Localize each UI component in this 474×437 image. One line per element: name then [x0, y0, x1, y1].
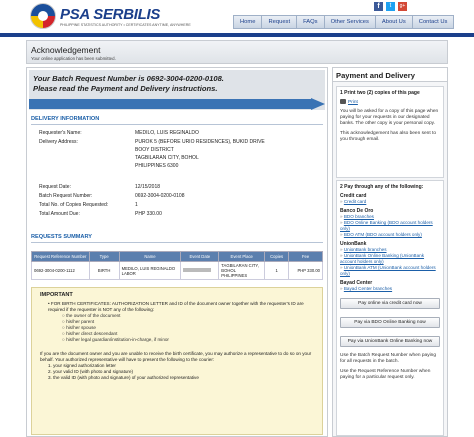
- requirement-item: 1. your signed authorization letter: [48, 363, 116, 368]
- owner-item: ○ his/her direct descendant: [62, 331, 118, 336]
- bank-link-text[interactable]: UnionBank ATM (UnionBank account holders only): [340, 265, 436, 276]
- owner-item-text: his/her spouse: [66, 325, 96, 330]
- row-copies: 1: [265, 262, 289, 280]
- delivery-section-title: DELIVERY INFORMATION: [31, 116, 100, 122]
- col-fee: Fee: [289, 252, 323, 262]
- nav-home[interactable]: Home: [233, 15, 261, 29]
- bank-link[interactable]: [340, 286, 440, 292]
- table-header-row: [32, 252, 323, 262]
- bank-link[interactable]: [340, 199, 440, 205]
- bank-link-text[interactable]: BDO Online Banking (BDO account holders only): [340, 220, 433, 231]
- request-date-value: 12/15/2018: [135, 184, 161, 190]
- payment-delivery-panel: [332, 67, 448, 437]
- acknowledgement-bar: [26, 40, 448, 64]
- copies-value: 1: [135, 202, 138, 208]
- delivery-section-rule: [31, 124, 323, 125]
- owner-item-text: his/her parent: [66, 319, 95, 324]
- bank-link-text[interactable]: BDO ATM (BDO account holders only): [343, 232, 422, 237]
- reference-note: Use the Request Reference Number when paying for a particular request only.: [340, 369, 431, 380]
- bank-link-text[interactable]: Credit card: [343, 199, 367, 204]
- bank-link[interactable]: [340, 232, 440, 238]
- main-nav: [233, 15, 454, 29]
- site-header: [0, 0, 474, 32]
- table-row: [32, 262, 323, 280]
- owner-item: ○ his/her legal guardian/institution-in-charge, if minor: [62, 337, 169, 342]
- page-title: Acknowledgement: [31, 45, 101, 55]
- step-print: [336, 86, 444, 178]
- bank-title: UnionBank: [340, 241, 367, 247]
- bank-title: Banco De Oro: [340, 208, 374, 214]
- pay-bdo-button[interactable]: Pay via BDO Online Banking now: [340, 317, 440, 328]
- step1-text: You will be asked for a copy of this page when paying for your requests in our designated banks. The other copy is your personal copy.: [340, 109, 439, 126]
- print-link-row[interactable]: [340, 99, 440, 106]
- owner-item: ○ the owner of the document: [62, 313, 121, 318]
- address-line: BOOY DISTRICT: [135, 147, 174, 153]
- col-name: Name: [119, 252, 181, 262]
- requirement-item: 2. your valid ID (with photo and signature): [48, 369, 134, 374]
- copies-label: Total No. of Copies Requested:: [39, 202, 109, 208]
- requester-value: MEDILO, LUIS REGINALDO: [135, 130, 199, 136]
- requests-summary-table: [31, 251, 323, 280]
- important-title: IMPORTANT: [40, 292, 73, 298]
- pay-credit-card-button[interactable]: Pay online via credit card now: [340, 298, 440, 309]
- googleplus-icon[interactable]: g+: [399, 3, 406, 9]
- nav-other-services[interactable]: Other Services: [324, 15, 375, 29]
- psa-seal-logo[interactable]: [30, 3, 56, 29]
- row-event-place: TAGBILARAN CITY, BOHOL PHILIPPINES: [219, 262, 265, 280]
- address-label: Delivery Address:: [39, 139, 78, 145]
- batch-number-line: Your Batch Request Number is 0692-3004-0200-0108.: [33, 74, 224, 83]
- batch-request-label: Batch Request Number:: [39, 193, 93, 199]
- printer-icon[interactable]: [340, 99, 346, 104]
- bank-link-text[interactable]: BDO branches: [343, 214, 374, 219]
- bank-link[interactable]: [340, 220, 440, 232]
- owner-item-text: the owner of the document: [66, 313, 121, 318]
- bank-link[interactable]: [340, 253, 440, 265]
- col-type: Type: [89, 252, 119, 262]
- bank-link-text[interactable]: UnionBank branches: [343, 247, 387, 252]
- facebook-icon[interactable]: f: [374, 2, 383, 11]
- col-event-date: Event Date: [181, 252, 219, 262]
- print-link[interactable]: Print: [348, 100, 358, 105]
- owner-item-text: his/her direct descendant: [66, 331, 118, 336]
- page-subtitle: Your online application has been submitted.: [31, 56, 116, 61]
- requirement-item: 3. the valid ID (with photo and signature) of your authorized representative: [48, 375, 199, 380]
- col-event-place: Event Place: [219, 252, 265, 262]
- row-ref: 0692-3004-0200-1112: [32, 262, 90, 280]
- amount-value: PHP 330.00: [135, 211, 162, 217]
- main-panel: [26, 67, 328, 437]
- redacted-event-date: [183, 268, 211, 272]
- request-date-label: Request Date:: [39, 184, 71, 190]
- summary-section-title: REQUESTS SUMMARY: [31, 234, 93, 240]
- col-copies: Copies: [265, 252, 289, 262]
- bank-title: Bayad Center: [340, 280, 373, 286]
- step1-email-text: This acknowledgement has also been sent to you through email.: [340, 131, 436, 142]
- bank-link[interactable]: [340, 265, 440, 277]
- banner-arrow: [29, 98, 325, 110]
- nav-faqs[interactable]: FAQs: [296, 15, 324, 29]
- row-name: MEDILO, LUIS REGINALDO LABOR: [119, 262, 181, 280]
- logo-tagline: PHILIPPINE STATISTICS AUTHORITY • CERTIFICATES ANYTIME, ANYWHERE: [60, 23, 191, 27]
- step2-heading: 2 Pay through any of the following:: [340, 184, 424, 190]
- row-fee: PHP 330.00: [289, 262, 323, 280]
- psa-serbilis-logo[interactable]: [60, 6, 160, 23]
- nav-contact-us[interactable]: Contact Us: [412, 15, 455, 29]
- requester-label: Requester's Name:: [39, 130, 82, 136]
- row-event-date: [181, 262, 219, 280]
- address-line: PHILIPPINES 6300: [135, 163, 179, 169]
- bank-title: Credit card: [340, 193, 367, 199]
- logo-psa: PSA: [60, 6, 90, 23]
- owner-item-text: his/her legal guardian/institution-in-charge, if minor: [66, 337, 169, 342]
- owner-item: ○ his/her spouse: [62, 325, 96, 330]
- nav-about-us[interactable]: About Us: [375, 15, 412, 29]
- batch-request-value: 0692-3004-0200-0108: [135, 193, 185, 199]
- summary-section-rule: [31, 242, 323, 243]
- owner-item: ○ his/her parent: [62, 319, 95, 324]
- bank-link-text[interactable]: Bayad Center branches: [343, 286, 393, 291]
- logo-serbilis: SERBILIS: [93, 6, 161, 23]
- pay-unionbank-button[interactable]: Pay via UnionBank Online Banking now: [340, 336, 440, 347]
- col-ref: Request Reference Number: [32, 252, 90, 262]
- address-line: TAGBILARAN CITY, BOHOL: [135, 155, 199, 161]
- side-title: Payment and Delivery: [333, 68, 447, 82]
- batch-instruction-line: Please read the Payment and Delivery instructions.: [33, 84, 218, 93]
- nav-request[interactable]: Request: [261, 15, 296, 29]
- important-notice: [31, 287, 323, 435]
- representative-paragraph: If you are the document owner and you are unable to receive the birth certificate, you may authorize a representative to do so on your behalf. Your authorized representative will have to present the following to the courier:: [40, 351, 312, 362]
- amount-label: Total Amount Due:: [39, 211, 80, 217]
- step1-heading: 1 Print two (2) copies of this page: [340, 90, 420, 96]
- important-bullet: • FOR BIRTH CERTIFICATES: AUTHORIZATION LETTER and ID of the document owner together with the requester's ID are required if the requester is NOT any of the following:: [48, 301, 304, 312]
- batch-note: Use the Batch Request Number when paying for all requests in the batch.: [340, 353, 436, 364]
- address-line: PUROK 5 (BEFORE URIO RESIDENCES), BUKID DRIVE: [135, 139, 265, 145]
- bank-link-text[interactable]: UnionBank Online Banking (UnionBank account holders only): [340, 253, 425, 264]
- step-pay: [336, 180, 444, 436]
- row-type: BIRTH: [89, 262, 119, 280]
- important-bullet-text: FOR BIRTH CERTIFICATES: AUTHORIZATION LETTER and ID of the document owner together with the requester's ID are required if the requester is NOT any of the following:: [48, 301, 304, 312]
- twitter-icon[interactable]: t: [386, 2, 395, 11]
- header-divider: [0, 33, 474, 37]
